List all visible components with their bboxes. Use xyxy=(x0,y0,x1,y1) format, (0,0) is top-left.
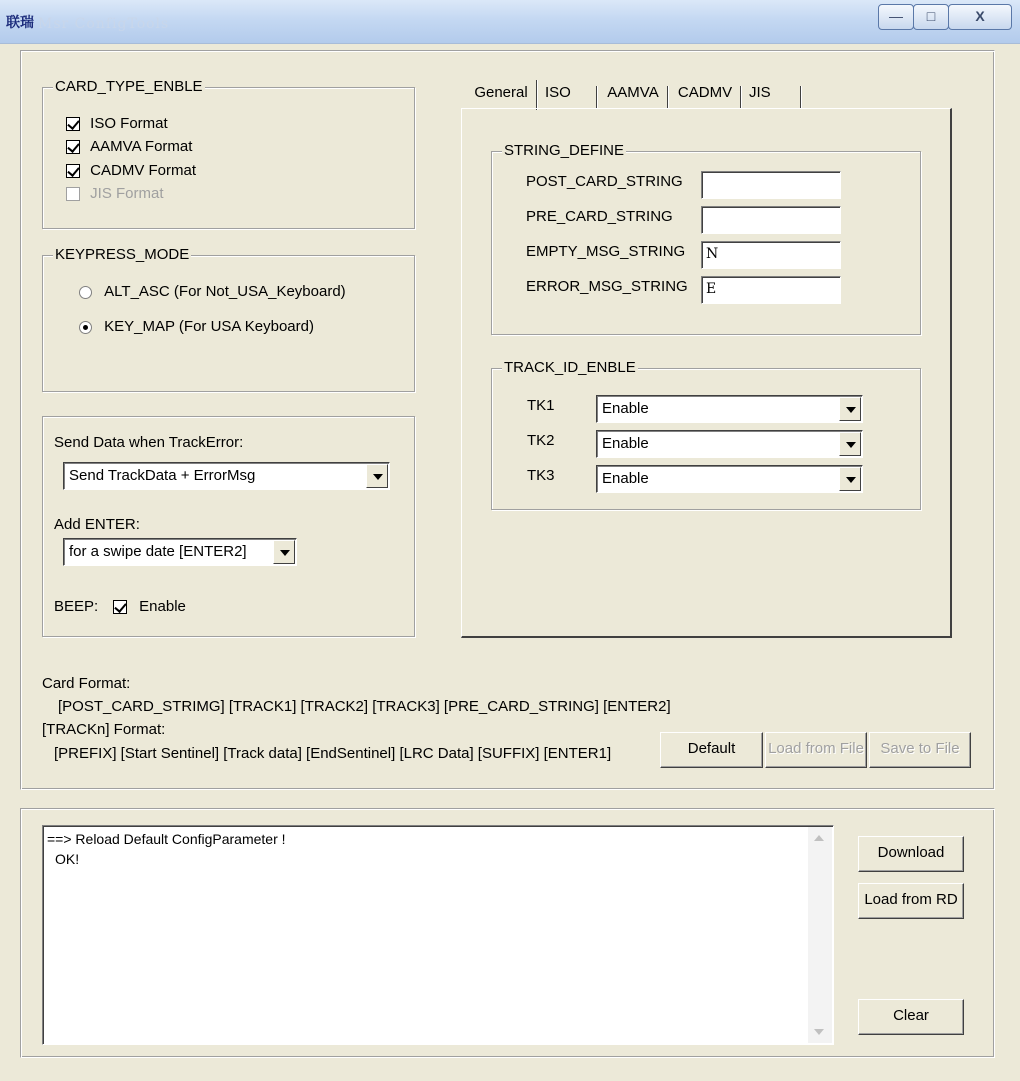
iso-format-checkbox[interactable] xyxy=(66,115,168,132)
iso-format-label: ISO Format xyxy=(90,115,168,132)
scroll-down-icon[interactable] xyxy=(814,1029,824,1035)
load-from-file-button[interactable]: Load from File xyxy=(765,732,867,768)
track-format-label: [TRACKn] Format: xyxy=(42,721,166,738)
jis-format-check-box xyxy=(66,187,80,201)
tk3-value: Enable xyxy=(602,470,649,487)
iso-format-check-box[interactable] xyxy=(66,117,80,131)
clear-button[interactable]: Clear xyxy=(858,999,964,1035)
card-type-title: CARD_TYPE_ENBLE xyxy=(55,78,203,95)
track-error-value: Send TrackData + ErrorMsg xyxy=(69,467,256,484)
tk1-value: Enable xyxy=(602,400,649,417)
tab-divider xyxy=(536,80,537,110)
beep-enable-checkbox[interactable] xyxy=(113,598,186,615)
default-button[interactable]: Default xyxy=(660,732,763,768)
key-map-label: KEY_MAP (For USA Keyboard) xyxy=(104,318,314,335)
empty-msg-string-label: EMPTY_MSG_STRING xyxy=(526,243,686,260)
add-enter-label: Add ENTER: xyxy=(54,516,140,533)
tab-divider xyxy=(667,86,668,108)
chevron-down-icon[interactable] xyxy=(839,397,861,421)
key-map-radio[interactable] xyxy=(79,318,314,335)
tk2-select[interactable] xyxy=(596,430,863,458)
error-msg-string-input[interactable]: E xyxy=(701,276,841,304)
tab-iso[interactable]: ISO xyxy=(545,84,571,101)
chevron-down-icon[interactable] xyxy=(366,464,388,488)
chevron-down-icon[interactable] xyxy=(839,432,861,456)
log-scrollbar[interactable] xyxy=(808,827,832,1043)
log-output[interactable] xyxy=(42,825,834,1045)
minimize-button[interactable]: — xyxy=(878,4,914,30)
aamva-format-check-box[interactable] xyxy=(66,140,80,154)
app-icon: 联瑞 xyxy=(6,14,34,30)
tab-general[interactable]: General xyxy=(466,78,536,110)
keypress-mode-title: KEYPRESS_MODE xyxy=(55,246,190,263)
tab-jis[interactable]: JIS xyxy=(749,84,771,101)
title-bar[interactable] xyxy=(0,0,1020,44)
key-map-radio-button[interactable] xyxy=(79,321,92,334)
load-from-rd-button[interactable]: Load from RD xyxy=(858,883,964,919)
alt-asc-radio[interactable] xyxy=(79,283,346,300)
beep-label: BEEP: xyxy=(54,598,99,615)
card-format-value: [POST_CARD_STRIMG] [TRACK1] [TRACK2] [TRACK3] [PRE_CARD_STRING] [ENTER2] xyxy=(58,698,671,715)
log-line: OK! xyxy=(55,851,80,867)
window-title: Msr ConfigTools xyxy=(38,16,170,32)
cadmv-format-check-box[interactable] xyxy=(66,164,80,178)
card-type-group xyxy=(42,78,415,229)
post-card-string-label: POST_CARD_STRING xyxy=(526,173,683,190)
maximize-button[interactable]: □ xyxy=(913,4,949,30)
close-button[interactable]: X xyxy=(948,4,1012,30)
track-id-title: TRACK_ID_ENBLE xyxy=(504,359,636,376)
beep-enable-label: Enable xyxy=(139,598,186,615)
tab-divider xyxy=(800,86,801,108)
add-enter-select[interactable] xyxy=(63,538,297,566)
track-error-select[interactable] xyxy=(63,462,390,490)
tk2-label: TK2 xyxy=(527,432,555,449)
post-card-string-input[interactable] xyxy=(701,171,841,199)
empty-msg-string-input[interactable]: N xyxy=(701,241,841,269)
track-format-value: [PREFIX] [Start Sentinel] [Track data] [EndSentinel] [LRC Data] [SUFFIX] [ENTER1] xyxy=(54,745,612,762)
aamva-format-label: AAMVA Format xyxy=(90,138,193,155)
tk2-value: Enable xyxy=(602,435,649,452)
card-format-label: Card Format: xyxy=(42,675,131,692)
tab-divider xyxy=(596,86,597,108)
tab-cadmv[interactable]: CADMV xyxy=(677,84,733,101)
log-line: ==> Reload Default ConfigParameter ! xyxy=(47,831,286,847)
jis-format-label: JIS Format xyxy=(90,185,164,202)
chevron-down-icon[interactable] xyxy=(273,540,295,564)
error-msg-string-label: ERROR_MSG_STRING xyxy=(526,278,688,295)
string-define-title: STRING_DEFINE xyxy=(504,142,625,159)
track-error-label: Send Data when TrackError: xyxy=(54,434,244,451)
alt-asc-radio-button[interactable] xyxy=(79,286,92,299)
beep-check-box[interactable] xyxy=(113,600,127,614)
alt-asc-label: ALT_ASC (For Not_USA_Keyboard) xyxy=(104,283,346,300)
tab-aamva[interactable]: AAMVA xyxy=(607,84,659,101)
chevron-down-icon[interactable] xyxy=(839,467,861,491)
tk3-select[interactable] xyxy=(596,465,863,493)
tab-divider xyxy=(740,86,741,108)
pre-card-string-label: PRE_CARD_STRING xyxy=(526,208,673,225)
tk1-label: TK1 xyxy=(527,397,555,414)
tk3-label: TK3 xyxy=(527,467,555,484)
add-enter-value: for a swipe date [ENTER2] xyxy=(69,543,247,560)
pre-card-string-input[interactable] xyxy=(701,206,841,234)
download-button[interactable]: Download xyxy=(858,836,964,872)
save-to-file-button[interactable]: Save to File xyxy=(869,732,971,768)
cadmv-format-checkbox[interactable] xyxy=(66,162,196,179)
jis-format-checkbox xyxy=(66,185,164,202)
tk1-select[interactable] xyxy=(596,395,863,423)
aamva-format-checkbox[interactable] xyxy=(66,138,192,155)
cadmv-format-label: CADMV Format xyxy=(90,162,197,179)
scroll-up-icon[interactable] xyxy=(814,835,824,841)
